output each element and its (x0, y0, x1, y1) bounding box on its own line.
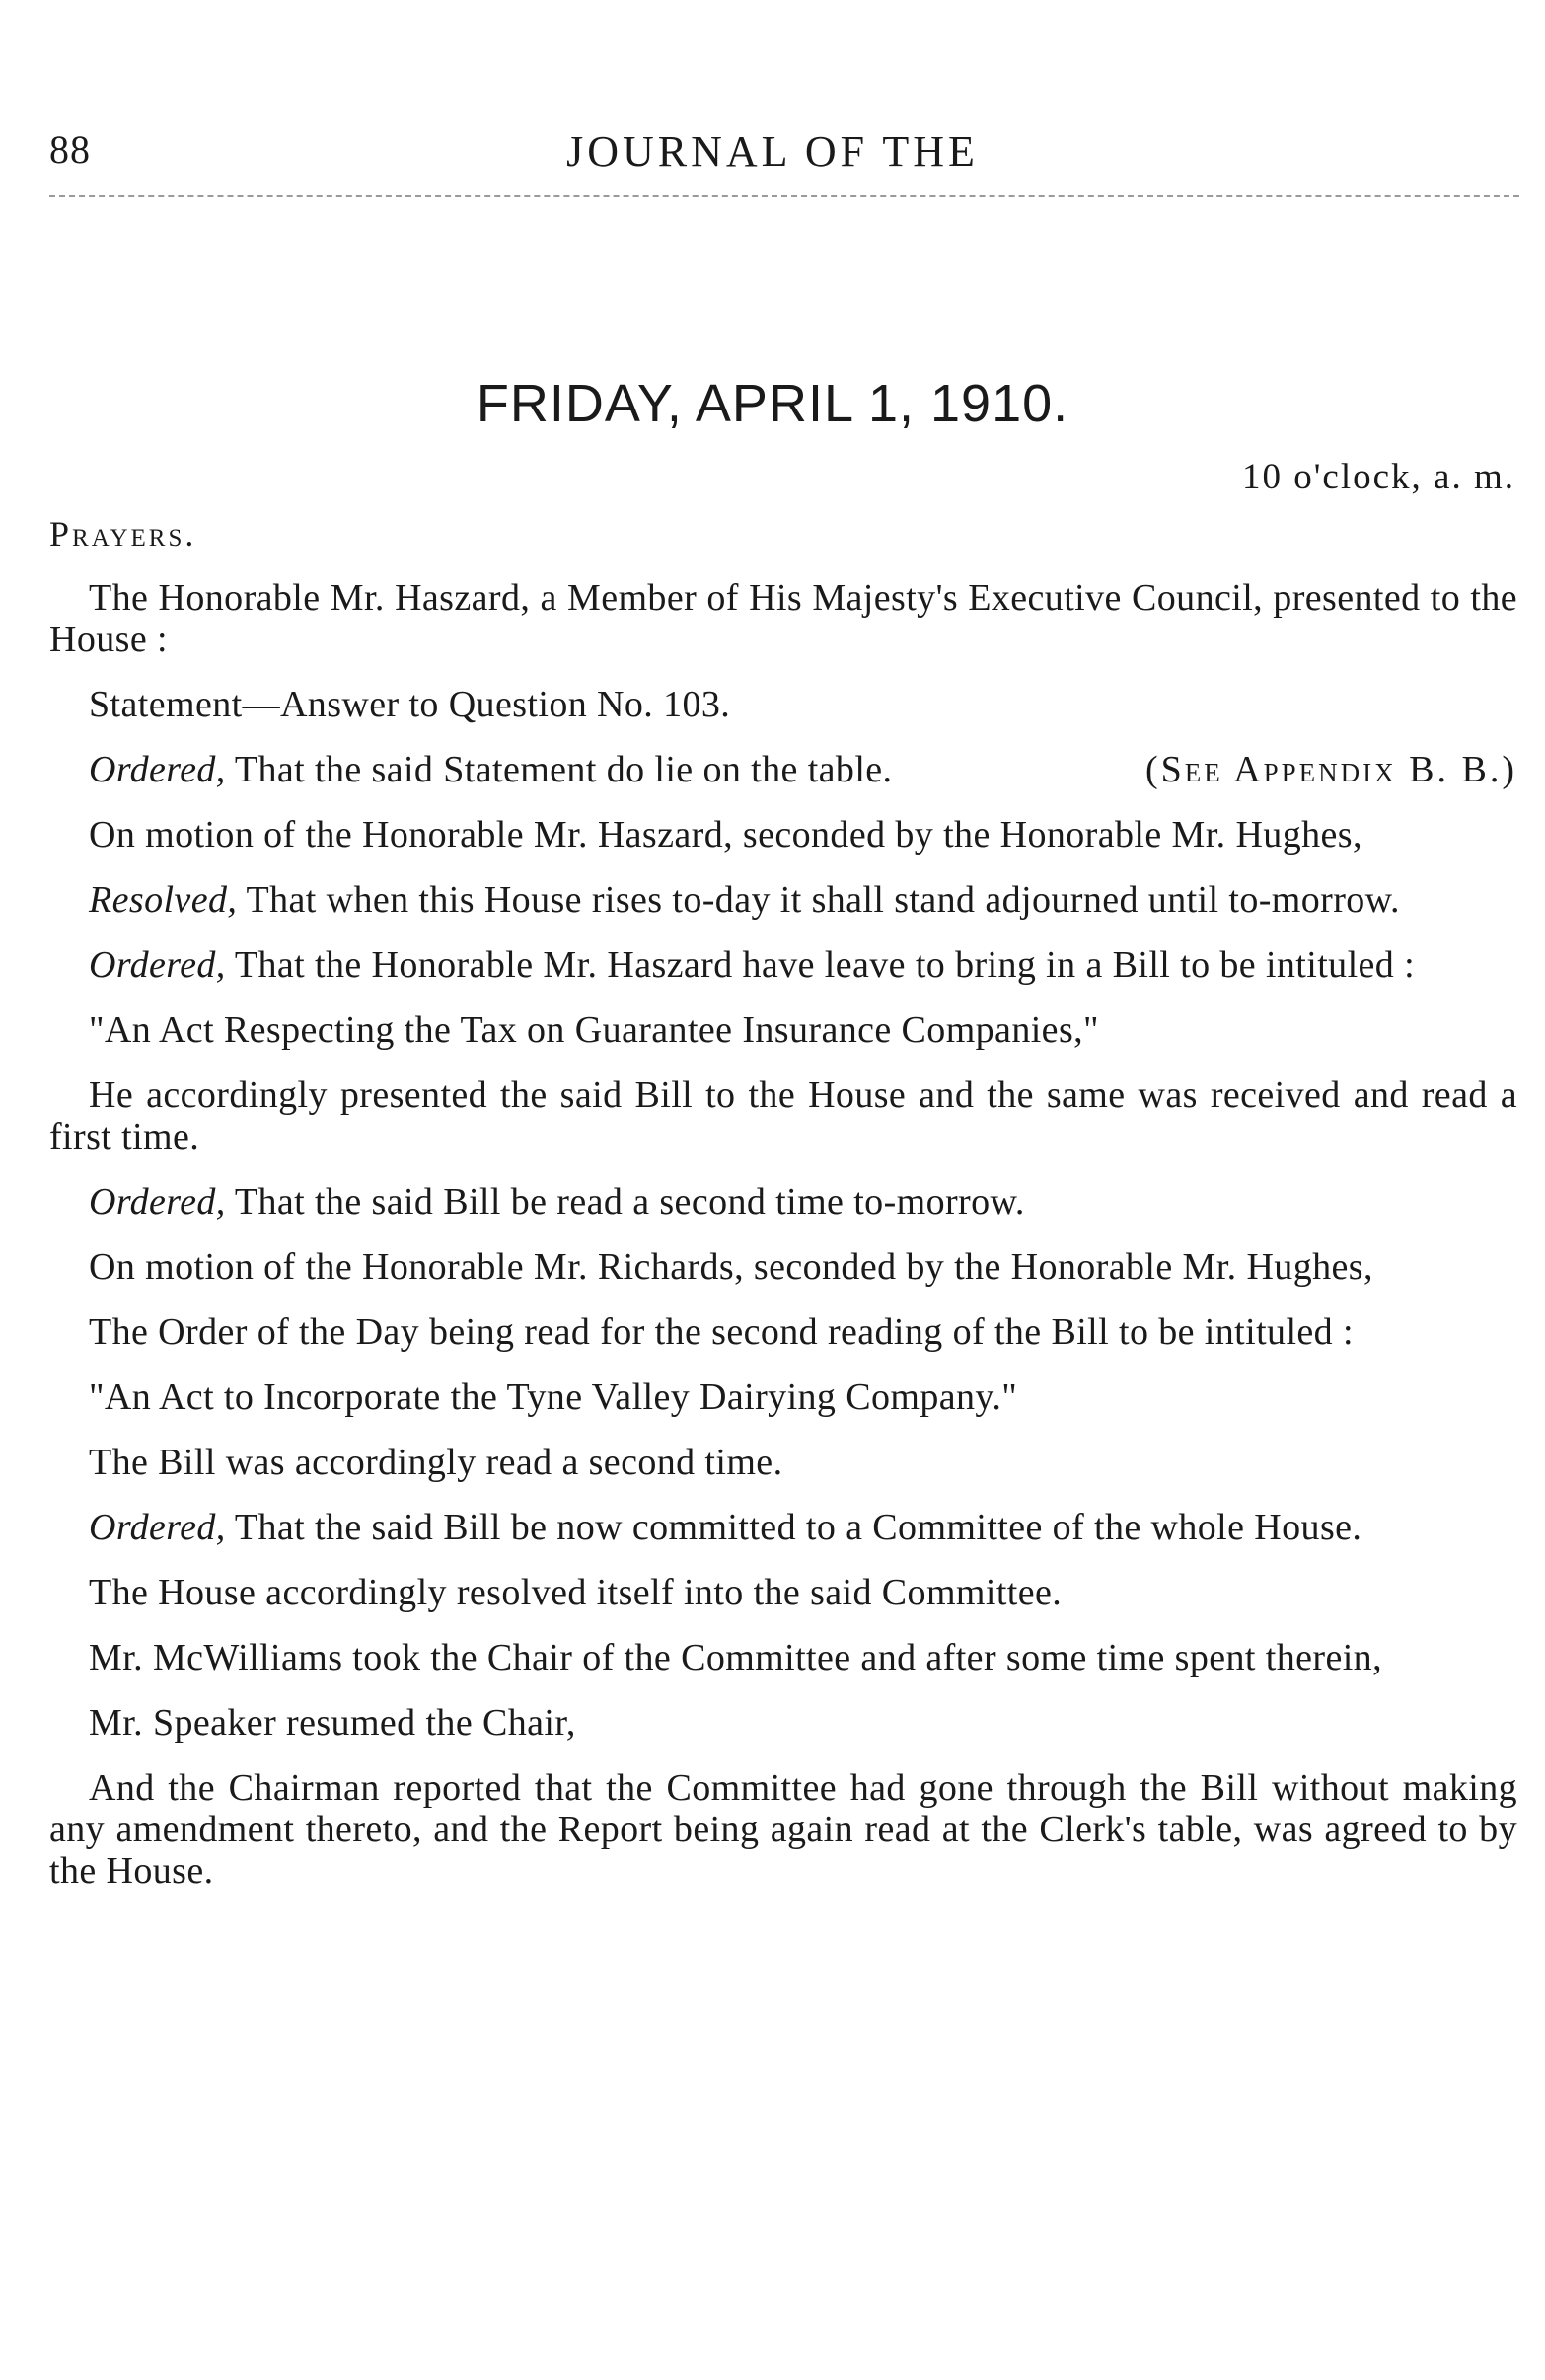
ordered-label: Ordered, (89, 944, 226, 986)
paragraph: Ordered, That the said Bill be now committed to a Committee of the whole House. (89, 1507, 1362, 1548)
running-head (0, 126, 1545, 186)
paragraph: Resolved, That when this House rises to-day it shall stand adjourned until to-morrow. (89, 879, 1400, 921)
paragraph: On motion of the Honorable Mr. Haszard, seconded by the Honorable Mr. Hughes, (89, 814, 1362, 855)
paragraph: The Bill was accordingly read a second time. (89, 1442, 783, 1483)
prayers-heading: Prayers. (49, 514, 197, 554)
bill-title: "An Act to Incorporate the Tyne Valley Dairying Company." (89, 1376, 1018, 1418)
paragraph: The Honorable Mr. Haszard, a Member of His Majesty's Executive Council, presented to the House : (49, 577, 1517, 660)
resolved-label: Resolved, (89, 879, 238, 921)
ordered-label: Ordered, (89, 1507, 226, 1548)
bill-title: "An Act Respecting the Tax on Guarantee Insurance Companies," (89, 1009, 1099, 1051)
paragraph: The Order of the Day being read for the second reading of the Bill to be intituled : (89, 1311, 1354, 1353)
paragraph: On motion of the Honorable Mr. Richards, seconded by the Honorable Mr. Hughes, (89, 1246, 1373, 1288)
paragraph: And the Chairman reported that the Committee had gone through the Bill without making any amendment thereto, and the Report being again read at the Clerk's table, was agreed to by the House. (49, 1767, 1517, 1892)
paragraph: Ordered, That the Honorable Mr. Haszard have leave to bring in a Bill to be intituled : (89, 944, 1416, 986)
paragraph: Mr. Speaker resumed the Chair, (89, 1702, 576, 1744)
header-rule (49, 195, 1519, 197)
page-number: 88 (49, 127, 91, 172)
time-note: 10 o'clock, a. m. (1242, 457, 1515, 497)
ordered-label: Ordered, (89, 1181, 226, 1223)
paragraph: He accordingly presented the said Bill to the House and the same was received and read a first time. (49, 1075, 1517, 1157)
paragraph: Mr. McWilliams took the Chair of the Committee and after some time spent therein, (89, 1637, 1382, 1678)
paragraph: Ordered, That the said Bill be read a second time to-morrow. (89, 1181, 1025, 1223)
paragraph: Ordered, That the said Statement do lie on the table. (See Appendix B. B.) (89, 749, 1517, 790)
journal-title: JOURNAL OF THE (566, 127, 979, 176)
paragraph: The House accordingly resolved itself into the said Committee. (89, 1572, 1063, 1613)
body-text (49, 577, 1517, 1915)
paragraph: Statement—Answer to Question No. 103. (89, 684, 731, 725)
appendix-reference: (See Appendix B. B.) (1145, 749, 1517, 790)
date-heading: FRIDAY, APRIL 1, 1910. (476, 374, 1069, 433)
ordered-label: Ordered, (89, 749, 226, 790)
